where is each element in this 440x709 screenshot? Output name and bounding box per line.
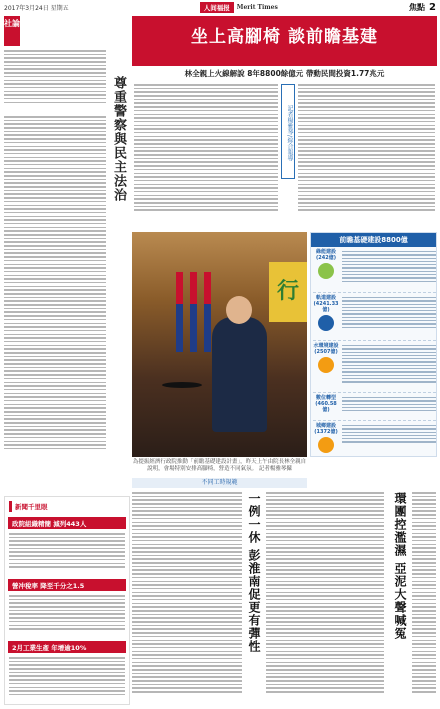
category-label: 城鄉建設 (1372億) xyxy=(314,423,338,435)
stool xyxy=(162,382,202,388)
lightbulb-icon xyxy=(318,263,334,279)
headline-banner xyxy=(132,16,437,66)
flag xyxy=(176,272,183,352)
train-icon xyxy=(318,315,334,331)
editorial-text-top xyxy=(4,50,106,105)
category-label: 軌道建設 (4241.33億) xyxy=(313,295,339,313)
news-brief-title: 營冲稅率 降至千分之1.5 xyxy=(8,579,126,591)
flag xyxy=(204,272,211,352)
category-label: 數位轉型 (460.58億) xyxy=(315,395,337,413)
page-number: 2 xyxy=(429,1,436,13)
infographic-row xyxy=(313,343,436,393)
news-brief-text xyxy=(9,533,125,570)
article-text-right xyxy=(298,84,435,213)
infographic-row xyxy=(313,295,436,341)
article-text xyxy=(132,492,242,695)
logo-en: Merit Times xyxy=(236,3,278,11)
article-title-right: 環團控濫濕 亞泥大聲喊冤 xyxy=(393,492,407,641)
news-photo xyxy=(132,232,307,457)
article-text-left xyxy=(134,84,278,213)
infographic-row xyxy=(313,249,436,293)
speaker xyxy=(212,317,267,432)
article-text xyxy=(266,492,384,695)
editorial-tag: 社論 xyxy=(4,16,20,46)
infographic xyxy=(310,232,437,457)
water-drop-icon xyxy=(318,357,334,373)
category-label: 水環境建設 (2507億) xyxy=(313,343,339,355)
byline: 記者楊雅琴/綜合報導 xyxy=(281,84,295,179)
infographic-row xyxy=(313,395,436,421)
news-brief-text xyxy=(9,657,125,698)
flag xyxy=(190,272,197,352)
backdrop-sign: 行 xyxy=(269,262,307,322)
speaker-head xyxy=(226,296,252,324)
news-briefs xyxy=(4,496,130,705)
masthead-bar xyxy=(0,0,440,14)
logo xyxy=(200,2,278,13)
editorial-text xyxy=(4,116,106,452)
news-brief-text xyxy=(9,595,125,632)
infographic-title: 前瞻基礎建設8800億 xyxy=(311,233,436,247)
photo-caption: 為提振經濟行政院推動「前瞻基礎建設計畫」，昨天上午由院長林全親自說明，會場特別安排高腳椅，營造不同氣氛。 記者楊雅琴攝 xyxy=(132,459,307,472)
infographic-row xyxy=(313,423,436,456)
issue-date: 2017年3月24日 星期五 xyxy=(4,4,69,12)
news-brief-title: 政院組織精簡 減列443人 xyxy=(8,517,126,529)
section-label: 焦點 xyxy=(409,2,426,12)
lower-articles xyxy=(132,490,437,705)
main-headline: 坐上高腳椅 談前瞻基建 xyxy=(191,27,378,47)
city-icon xyxy=(318,437,334,453)
logo-cn: 人间福报 xyxy=(200,2,234,13)
sub-headline: 林全親上火線解說 8年8800餘億元 帶動民間投資1.77兆元 xyxy=(184,69,385,78)
article-text xyxy=(412,492,436,695)
section-divider-label: 不同工時規範 xyxy=(132,478,307,488)
editorial-block xyxy=(4,16,130,496)
news-briefs-heading: 新聞千里眼 xyxy=(9,501,51,512)
left-column xyxy=(4,16,130,705)
news-brief-title: 2月工業生產 年增逾10% xyxy=(8,641,126,653)
article-title-left: 一例一休 彭淮南促更有彈性 xyxy=(247,492,261,654)
category-label: 綠能建設 (242億) xyxy=(315,249,336,261)
editorial-title: 尊重警察與民主法治 xyxy=(111,76,126,202)
